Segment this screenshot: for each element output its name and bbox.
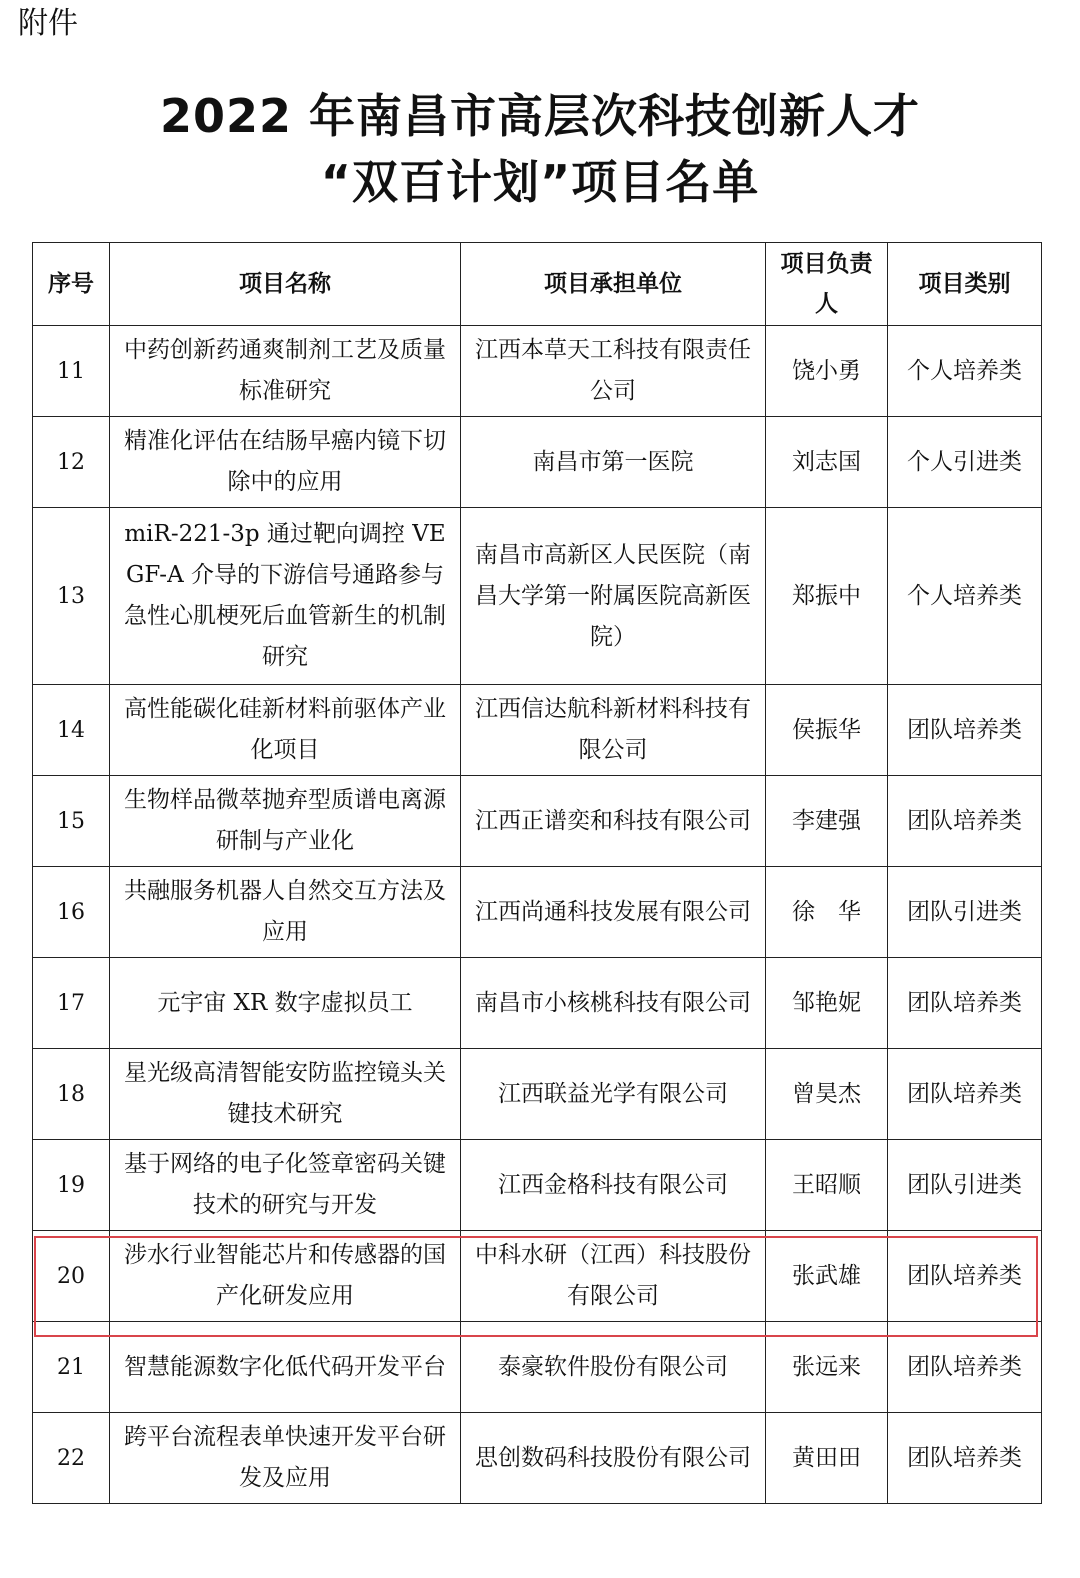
host-unit: 南昌市高新区人民医院（南昌大学第一附属医院高新医院） xyxy=(461,508,766,685)
column-header-unit: 项目承担单位 xyxy=(461,243,766,326)
column-header-no: 序号 xyxy=(33,243,110,326)
host-unit: 江西尚通科技发展有限公司 xyxy=(461,867,766,958)
document-title-line2: “双百计划”项目名单 xyxy=(320,155,760,209)
table-row xyxy=(33,1322,1042,1413)
project-leader: 侯振华 xyxy=(766,685,888,776)
column-header-name: 项目名称 xyxy=(110,243,461,326)
row-number: 11 xyxy=(33,326,110,417)
table-row xyxy=(33,776,1042,867)
host-unit: 江西本草天工科技有限责任公司 xyxy=(461,326,766,417)
host-unit: 江西联益光学有限公司 xyxy=(461,1049,766,1140)
host-unit: 南昌市小核桃科技有限公司 xyxy=(461,958,766,1049)
document-title-line1: 2022 年南昌市高层次科技创新人才 xyxy=(159,89,921,143)
project-name: 星光级高清智能安防监控镜头关键技术研究 xyxy=(110,1049,461,1140)
row-number: 12 xyxy=(33,417,110,508)
row-number: 19 xyxy=(33,1140,110,1231)
table-row xyxy=(33,326,1042,417)
project-name: 智慧能源数字化低代码开发平台 xyxy=(110,1322,461,1413)
table-row xyxy=(33,1140,1042,1231)
project-type: 个人培养类 xyxy=(888,508,1042,685)
project-leader: 邹艳妮 xyxy=(766,958,888,1049)
host-unit: 思创数码科技股份有限公司 xyxy=(461,1413,766,1504)
row-number: 20 xyxy=(33,1231,110,1322)
project-roster-table xyxy=(32,242,1042,1504)
project-leader: 李建强 xyxy=(766,776,888,867)
row-number: 21 xyxy=(33,1322,110,1413)
project-leader: 曾昊杰 xyxy=(766,1049,888,1140)
project-name: 跨平台流程表单快速开发平台研发及应用 xyxy=(110,1413,461,1504)
project-name: 中药创新药通爽制剂工艺及质量标准研究 xyxy=(110,326,461,417)
row-number: 14 xyxy=(33,685,110,776)
table-header-row xyxy=(33,243,1042,326)
project-type: 团队培养类 xyxy=(888,1231,1042,1322)
project-name: 基于网络的电子化签章密码关键技术的研究与开发 xyxy=(110,1140,461,1231)
project-type: 个人培养类 xyxy=(888,326,1042,417)
host-unit: 南昌市第一医院 xyxy=(461,417,766,508)
table-row-highlighted xyxy=(33,1231,1042,1322)
table-row xyxy=(33,867,1042,958)
project-name: 涉水行业智能芯片和传感器的国产化研发应用 xyxy=(110,1231,461,1322)
host-unit: 江西信达航科新材料科技有限公司 xyxy=(461,685,766,776)
project-type: 团队引进类 xyxy=(888,1140,1042,1231)
row-number: 15 xyxy=(33,776,110,867)
project-name: 共融服务机器人自然交互方法及应用 xyxy=(110,867,461,958)
project-type: 团队培养类 xyxy=(888,1322,1042,1413)
project-type: 个人引进类 xyxy=(888,417,1042,508)
project-type: 团队培养类 xyxy=(888,776,1042,867)
project-leader: 张远来 xyxy=(766,1322,888,1413)
row-number: 22 xyxy=(33,1413,110,1504)
project-name: 生物样品微萃抛弃型质谱电离源研制与产业化 xyxy=(110,776,461,867)
table-row xyxy=(33,1049,1042,1140)
project-leader: 饶小勇 xyxy=(766,326,888,417)
column-header-leader: 项目负责人 xyxy=(766,243,888,326)
attachment-label: 附件 xyxy=(18,6,78,41)
project-name: 高性能碳化硅新材料前驱体产业化项目 xyxy=(110,685,461,776)
row-number: 17 xyxy=(33,958,110,1049)
project-leader: 王昭顺 xyxy=(766,1140,888,1231)
row-number: 13 xyxy=(33,508,110,685)
table-row xyxy=(33,958,1042,1049)
project-type: 团队培养类 xyxy=(888,958,1042,1049)
project-leader: 徐 华 xyxy=(766,867,888,958)
column-header-type: 项目类别 xyxy=(888,243,1042,326)
project-type: 团队引进类 xyxy=(888,867,1042,958)
project-name: 元宇宙 XR 数字虚拟员工 xyxy=(110,958,461,1049)
host-unit: 泰豪软件股份有限公司 xyxy=(461,1322,766,1413)
project-leader: 刘志国 xyxy=(766,417,888,508)
project-name: 精准化评估在结肠早癌内镜下切除中的应用 xyxy=(110,417,461,508)
row-number: 18 xyxy=(33,1049,110,1140)
host-unit: 江西金格科技有限公司 xyxy=(461,1140,766,1231)
row-number: 16 xyxy=(33,867,110,958)
project-name: miR-221-3p 通过靶向调控 VEGF-A 介导的下游信号通路参与急性心肌梗死后血管新生的机制研究 xyxy=(110,508,461,685)
project-leader: 郑振中 xyxy=(766,508,888,685)
host-unit: 江西正谱奕和科技有限公司 xyxy=(461,776,766,867)
project-type: 团队培养类 xyxy=(888,1049,1042,1140)
project-type: 团队培养类 xyxy=(888,685,1042,776)
table-row xyxy=(33,508,1042,685)
table-row xyxy=(33,417,1042,508)
project-leader: 张武雄 xyxy=(766,1231,888,1322)
table-row xyxy=(33,1413,1042,1504)
host-unit: 中科水研（江西）科技股份有限公司 xyxy=(461,1231,766,1322)
project-type: 团队培养类 xyxy=(888,1413,1042,1504)
table-row xyxy=(33,685,1042,776)
project-leader: 黄田田 xyxy=(766,1413,888,1504)
